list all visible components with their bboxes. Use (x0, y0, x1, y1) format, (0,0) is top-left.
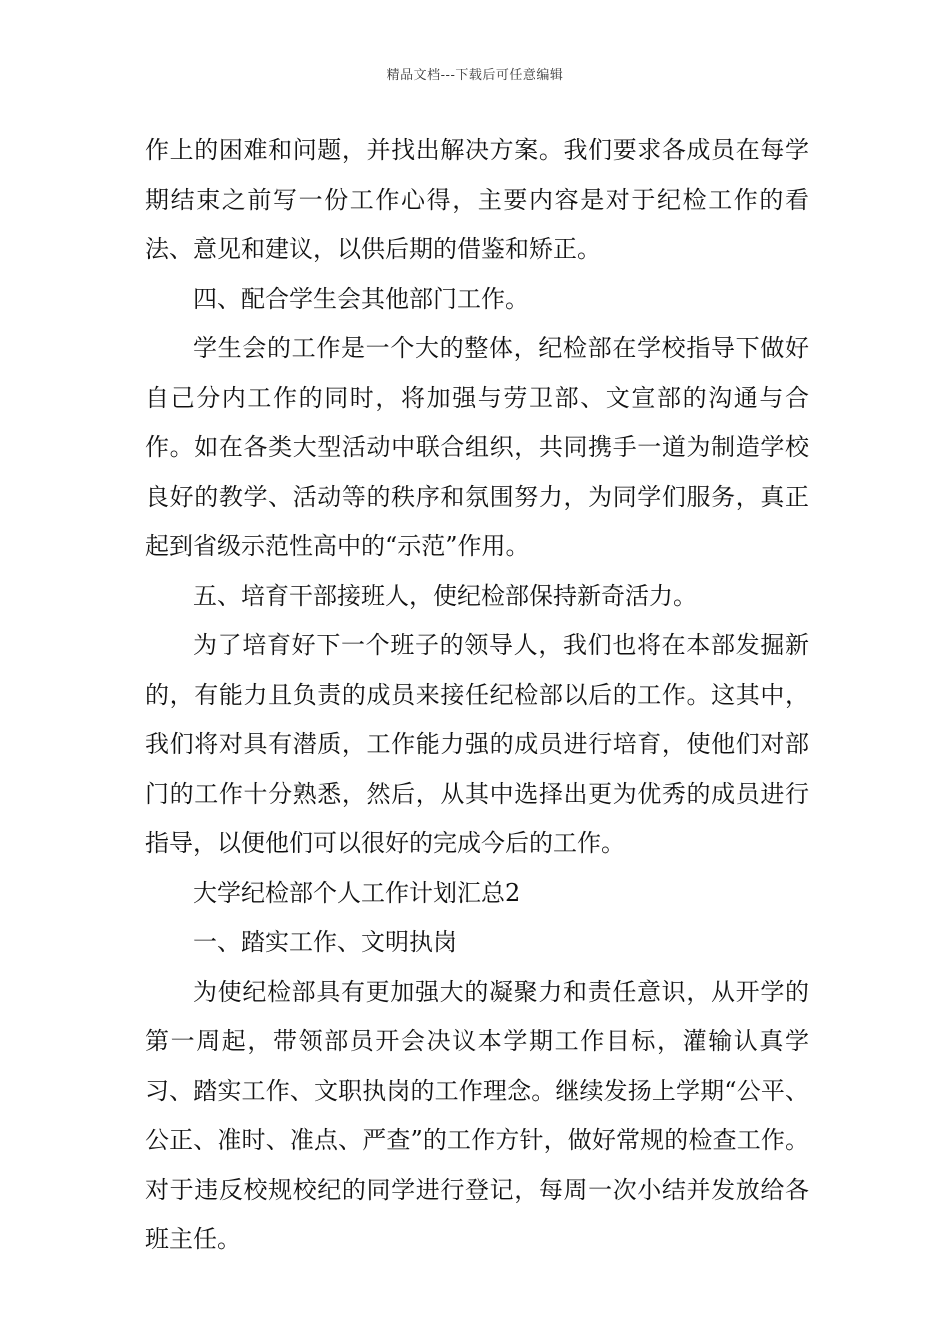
paragraph-continuation: 作上的困难和问题，并找出解决方案。我们要求各成员在每学期结束之前写一份工作心得，主要内容是对于纪检工作的看法、意见和建议，以供后期的借鉴和矫正。 (145, 136, 809, 263)
paragraph-work-duty: 为使纪检部具有更加强大的凝聚力和责任意识，从开学的第一周起，带领部员开会决议本学期工作目标，灌输认真学习、踏实工作、文职执岗的工作理念。继续发扬上学期“公平、公正、准时、准点、严查”的工作方针，做好常规的检查工作。对于违反校规校纪的同学进行登记，每周一次小结并发放给各班主任。 (145, 977, 809, 1253)
section-heading-5: 五、培育干部接班人，使纪检部保持新奇活力。 (193, 581, 697, 610)
page-header: 精品文档---下载后可任意编辑 (386, 68, 564, 83)
paragraph-successor-training: 为了培育好下一个班子的领导人，我们也将在本部发掘新的，有能力且负责的成员来接任纪检部以后的工作。这其中，我们将对具有潜质，工作能力强的成员进行培育，使他们对部门的工作十分熟悉，然后，从其中选择出更为优秀的成员进行指导，以便他们可以很好的完成今后的工作。 (145, 631, 809, 857)
paragraph-cooperation: 学生会的工作是一个大的整体，纪检部在学校指导下做好自己分内工作的同时，将加强与劳卫部、文宣部的沟通与合作。如在各类大型活动中联合组织，共同携手一道为制造学校良好的教学、活动等的秩序和氛围努力，为同学们服务，真正起到省级示范性高中的“示范”作用。 (145, 334, 809, 560)
document-body (145, 126, 809, 1265)
section-heading-4: 四、配合学生会其他部门工作。 (193, 284, 529, 313)
section-heading-1: 一、踏实工作、文明执岗 (193, 928, 457, 956)
document-subtitle: 大学纪检部个人工作计划汇总2 (193, 878, 521, 907)
